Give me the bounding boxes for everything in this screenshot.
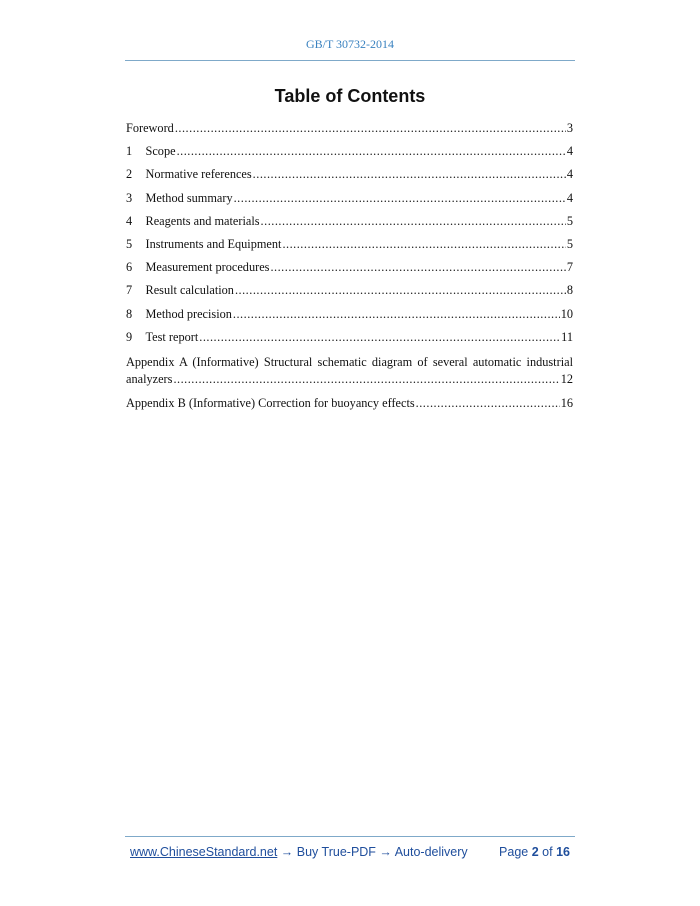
toc-entry-method-summary[interactable] [126,190,573,213]
toc-entry-label: Appendix A (Informative) Structural schematic diagram of several automatic industrial [126,354,573,369]
page-of: of [542,845,553,859]
toc-entry-number: 3 [126,190,133,205]
toc-entry-label: Reagents and materials [145,213,260,228]
toc-entry-page: 5 [566,213,573,228]
toc-entry-foreword[interactable] [126,120,573,143]
toc-entry-label: Normative references [145,167,252,182]
toc-entry-label: Result calculation [145,283,234,298]
toc-entry-page: 10 [560,306,573,321]
toc-entry-number: 1 [126,144,133,159]
toc-entry-number: 6 [126,260,133,275]
toc-entry-label: Appendix B (Informative) Correction for buoyancy effects [126,395,415,410]
toc-entry-label: Method precision [145,306,232,321]
toc-entry-method-precision[interactable] [126,306,573,329]
toc-entry-normative-references[interactable] [126,166,573,189]
toc-entry-page: 7 [566,260,573,275]
toc-entry-number: 4 [126,213,133,228]
page-title: Table of Contents [274,86,426,106]
toc-entry-label: Measurement procedures [145,260,270,275]
footer-promo [130,845,468,859]
toc-entry-appendix-a[interactable] [126,354,573,389]
dot-leader [282,236,565,252]
toc-entry-page: 5 [566,236,573,251]
dot-leader [261,213,566,229]
dot-leader [270,259,565,275]
toc-entry-page: 4 [566,167,573,182]
toc-entry-reagents-and-materials[interactable] [126,213,573,236]
toc-entry-scope[interactable] [126,143,573,166]
toc-entry-label-continued: analyzers [126,371,173,386]
toc-entry-label: Foreword [126,121,174,135]
dot-leader [175,120,566,136]
dot-leader [235,282,566,298]
toc-entry-page: 4 [566,190,573,205]
toc-entry-number: 7 [126,283,133,298]
dot-leader [173,371,559,387]
toc-entry-page: 12 [560,371,573,386]
table-of-contents [126,120,573,418]
toc-entry-label: Test report [145,329,199,344]
dot-leader [234,190,566,206]
promo-text: → Buy True-PDF → Auto-delivery [277,845,468,859]
toc-entry-page: 8 [566,283,573,298]
dot-leader [199,329,560,345]
toc-entry-measurement-procedures[interactable] [126,259,573,282]
toc-entry-label: Method summary [145,190,233,205]
toc-entry-label: Instruments and Equipment [145,236,282,251]
dot-leader [416,395,560,411]
toc-entry-page: 3 [566,121,573,135]
running-header: GB/T 30732-2014 [305,37,395,51]
dot-leader [177,143,566,159]
footer-divider [125,836,575,837]
toc-entry-number: 9 [126,329,133,344]
toc-entry-page: 16 [560,395,573,410]
toc-entry-page: 4 [566,144,573,159]
toc-entry-number: 5 [126,236,133,251]
toc-entry-page: 11 [561,329,573,344]
header-divider [125,60,575,61]
toc-entry-appendix-b[interactable] [126,395,573,418]
toc-entry-instruments-and-equipment[interactable] [126,236,573,259]
dot-leader [233,306,560,322]
dot-leader [253,166,566,182]
toc-entry-number: 8 [126,306,133,321]
page-current: 2 [531,845,539,859]
toc-entry-test-report[interactable] [126,329,573,352]
toc-entry-number: 2 [126,167,133,182]
website-link[interactable]: www.ChineseStandard.net [130,845,278,859]
page-total: 16 [556,845,570,859]
page-word: Page [499,845,529,859]
toc-entry-result-calculation[interactable] [126,282,573,305]
toc-entry-label: Scope [145,144,176,159]
page-number [499,845,570,859]
